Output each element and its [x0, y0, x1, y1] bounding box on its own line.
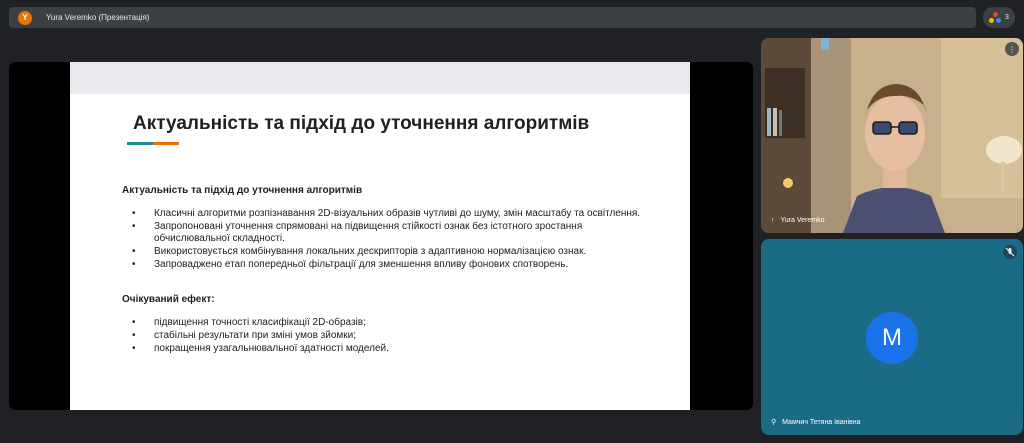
slide-top-band	[70, 62, 690, 94]
presenter-avatar: Y	[18, 11, 32, 25]
presentation-bar	[9, 7, 976, 28]
slide-bullet-list	[122, 208, 652, 272]
list-item: • підвищення точності класифікації 2D-образів;	[122, 317, 652, 329]
participant-tile[interactable]	[761, 239, 1023, 435]
list-item: • покращення узагальнювальної здатності моделей.	[122, 343, 652, 355]
speaker-name-label	[771, 217, 824, 224]
participants-button[interactable]	[983, 7, 1015, 28]
participant-avatar: M	[866, 312, 918, 364]
list-item: • Запропоновані уточнення спрямовані на підвищення стійкості ознак без істотного зростання обчислювальної складності.	[122, 221, 652, 245]
list-item: • Запроваджено етап попередньої фільтрації для зменшення впливу фонових спотворень.	[122, 259, 652, 271]
slide-heading: Актуальність та підхід до уточнення алгоритмів	[133, 113, 590, 134]
slide-accent-line	[127, 142, 179, 145]
slide-expected-heading: Очікуваний ефект:	[122, 294, 215, 305]
list-item: • Класичні алгоритми розпізнавання 2D-візуальних образів чутливі до шуму, змін масштабу та освітлення.	[122, 208, 652, 220]
presenting-icon: ↑	[771, 217, 775, 224]
presentation-title: Yura Veremko (Презентація)	[46, 13, 150, 22]
pin-icon: ⚲	[771, 419, 777, 426]
list-item: • Використовується комбінування локальних дескрипторів з адаптивною нормалізацією ознак.	[122, 246, 652, 258]
slide-subheading: Актуальність та підхід до уточнення алгоритмів	[122, 185, 363, 196]
participant-name: Мамчич Тетяна Іванівна	[782, 418, 861, 426]
participant-name-label	[771, 418, 861, 426]
slide	[70, 62, 690, 410]
participants-icon	[989, 12, 1001, 24]
speaker-video	[761, 38, 1023, 233]
speaker-name: Yura Veremko	[780, 217, 825, 224]
more-options-button[interactable]: ⋮	[1005, 42, 1019, 56]
slide-expected-list	[122, 317, 652, 356]
list-item: • стабільні результати при зміні умов зйомки;	[122, 330, 652, 342]
presentation-stage	[9, 62, 753, 410]
speaker-video-tile[interactable]	[761, 38, 1023, 233]
muted-mic-icon	[1003, 245, 1017, 259]
participants-count: 3	[1005, 14, 1009, 21]
